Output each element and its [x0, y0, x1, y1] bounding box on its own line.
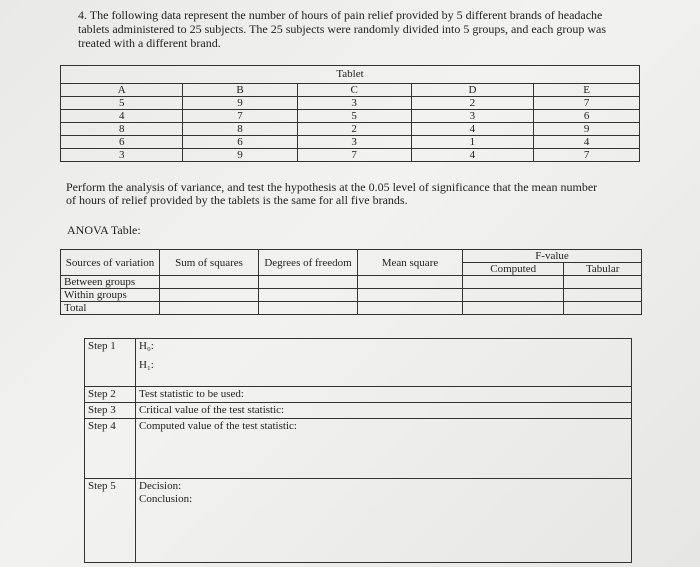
anova-label: ANOVA Table: — [67, 223, 141, 237]
table-cell: 2 — [411, 97, 533, 110]
step-1-hypotheses[interactable] — [136, 339, 632, 387]
table-cell: 4 — [534, 136, 640, 149]
anova-cell[interactable] — [463, 276, 564, 289]
table-cell: 6 — [534, 110, 640, 123]
tablet-data-table — [60, 65, 640, 162]
table-cell: 7 — [183, 110, 297, 123]
table-cell: 6 — [183, 136, 297, 149]
table-cell: 3 — [61, 149, 183, 162]
table-row — [61, 136, 640, 149]
anova-cell[interactable] — [160, 302, 259, 315]
anova-row-label: Within groups — [61, 289, 160, 302]
table-row — [61, 302, 642, 315]
instruction-line-1: Perform the analysis of variance, and test the hypothesis at the 0.05 level of significance that the mean number — [66, 180, 598, 194]
table-row — [61, 110, 640, 123]
anova-cell[interactable] — [564, 289, 642, 302]
table-cell: 5 — [61, 97, 183, 110]
step-row — [85, 419, 632, 479]
step-3-text[interactable]: Critical value of the test statistic: — [136, 403, 632, 419]
anova-cell[interactable] — [160, 276, 259, 289]
step-row — [85, 339, 632, 387]
tablet-title: Tablet — [61, 66, 640, 84]
step-4-text[interactable]: Computed value of the test statistic: — [136, 419, 632, 479]
table-row — [61, 123, 640, 136]
anova-cell[interactable] — [463, 289, 564, 302]
step-3-label: Step 3 — [85, 403, 136, 419]
question-line-2: tablets administered to 25 subjects. The 25 subjects were randomly divided into 5 groups, and each group was — [78, 22, 606, 36]
steps-table — [84, 338, 632, 563]
conclusion-label: Conclusion: — [139, 493, 193, 505]
table-cell: 8 — [61, 123, 183, 136]
anova-cell[interactable] — [259, 276, 358, 289]
table-cell: 6 — [61, 136, 183, 149]
column-header: B — [183, 84, 297, 97]
column-header: D — [411, 84, 533, 97]
question-line-1: 4. The following data represent the number of hours of pain relief provided by 5 different brands of headache — [78, 8, 603, 22]
anova-header-f: F-value — [463, 250, 642, 263]
anova-cell[interactable] — [358, 289, 463, 302]
anova-row-label: Total — [61, 302, 160, 315]
question-text — [78, 8, 638, 50]
table-cell: 7 — [297, 149, 411, 162]
step-1-label: Step 1 — [85, 339, 136, 387]
anova-header-tabular: Tabular — [564, 263, 642, 276]
question-line-3: treated with a different brand. — [78, 36, 221, 50]
table-cell: 9 — [183, 149, 297, 162]
step-2-text[interactable]: Test statistic to be used: — [136, 387, 632, 403]
alternative-hypothesis: H₁: — [139, 359, 154, 371]
anova-cell[interactable] — [259, 302, 358, 315]
step-row — [85, 403, 632, 419]
table-row — [61, 97, 640, 110]
anova-header-ms: Mean square — [358, 250, 463, 276]
instruction-text — [66, 181, 626, 207]
anova-cell[interactable] — [463, 302, 564, 315]
step-4-label: Step 4 — [85, 419, 136, 479]
table-cell: 4 — [61, 110, 183, 123]
anova-cell[interactable] — [259, 289, 358, 302]
table-row — [61, 149, 640, 162]
column-header: E — [534, 84, 640, 97]
decision-label: Decision: — [139, 480, 182, 492]
table-cell: 7 — [534, 149, 640, 162]
instruction-line-2: of hours of relief provided by the tablets is the same for all five brands. — [66, 193, 408, 207]
table-cell: 3 — [411, 110, 533, 123]
anova-header-df: Degrees of freedom — [259, 250, 358, 276]
table-row — [61, 289, 642, 302]
table-cell: 7 — [534, 97, 640, 110]
null-hypothesis: H₀: — [139, 340, 154, 352]
step-2-label: Step 2 — [85, 387, 136, 403]
step-5-label: Step 5 — [85, 479, 136, 563]
table-cell: 3 — [297, 136, 411, 149]
anova-header-source: Sources of variation — [61, 250, 160, 276]
anova-row-label: Between groups — [61, 276, 160, 289]
table-cell: 4 — [411, 123, 533, 136]
table-cell: 1 — [411, 136, 533, 149]
column-header: A — [61, 84, 183, 97]
step-5-text[interactable] — [136, 479, 632, 563]
table-cell: 9 — [534, 123, 640, 136]
table-cell: 4 — [411, 149, 533, 162]
anova-cell[interactable] — [564, 302, 642, 315]
column-header: C — [297, 84, 411, 97]
table-cell: 3 — [297, 97, 411, 110]
table-cell: 5 — [297, 110, 411, 123]
anova-cell[interactable] — [358, 302, 463, 315]
table-cell: 2 — [297, 123, 411, 136]
anova-table — [60, 249, 642, 315]
anova-header-computed: Computed — [463, 263, 564, 276]
step-row — [85, 479, 632, 563]
anova-cell[interactable] — [358, 276, 463, 289]
anova-header-ss: Sum of squares — [160, 250, 259, 276]
step-row — [85, 387, 632, 403]
table-cell: 8 — [183, 123, 297, 136]
anova-cell[interactable] — [564, 276, 642, 289]
table-row — [61, 276, 642, 289]
anova-cell[interactable] — [160, 289, 259, 302]
table-cell: 9 — [183, 97, 297, 110]
